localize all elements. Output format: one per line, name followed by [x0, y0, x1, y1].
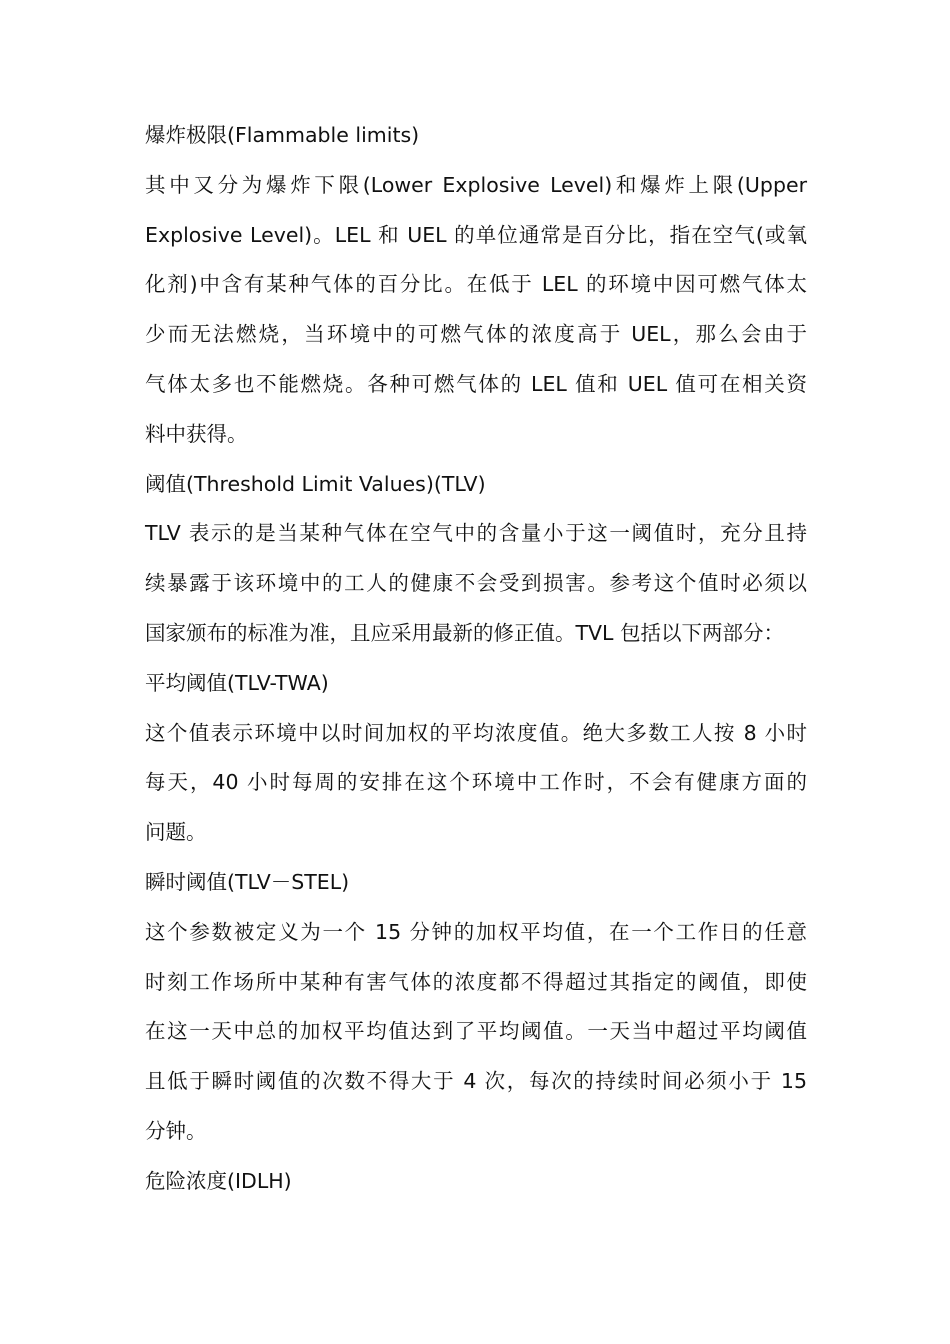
paragraph-line: 在这一天中总的加权平均值达到了平均阈值。一天当中超过平均阈值 [145, 1019, 807, 1044]
section-heading [145, 659, 807, 709]
paragraph-line: 这个值表示环境中以时间加权的平均浓度值。绝大多数工人按 8 小时 [145, 720, 807, 745]
section-heading [145, 1157, 807, 1207]
heading-text: 阈值(Threshold Limit Values)(TLV) [145, 471, 486, 496]
paragraph-line: 问题。 [145, 820, 207, 845]
paragraph-line: 其中又分为爆炸下限(Lower Explosive Level)和爆炸上限(Upper [145, 172, 807, 197]
paragraph-line: 时刻工作场所中某种有害气体的浓度都不得超过其指定的阈值，即使 [145, 969, 807, 994]
paragraph-line: 分钟。 [145, 1118, 207, 1143]
paragraph [145, 161, 807, 460]
heading-text: 危险浓度(IDLH) [145, 1168, 292, 1193]
paragraph-line: 这个参数被定义为一个 15 分钟的加权平均值，在一个工作日的任意 [145, 919, 807, 944]
paragraph-line: 气体太多也不能燃烧。各种可燃气体的 LEL 值和 UEL 值可在相关资 [145, 371, 807, 396]
section-heading [145, 858, 807, 908]
paragraph-line: TLV 表示的是当某种气体在空气中的含量小于这一阈值时，充分且持 [145, 521, 807, 546]
heading-text: 瞬时阈值(TLV－STEL) [145, 869, 350, 894]
document-body [145, 111, 807, 1207]
section-heading [145, 111, 807, 161]
section-heading [145, 460, 807, 510]
paragraph [145, 509, 807, 658]
paragraph-line: 料中获得。 [145, 421, 248, 446]
heading-text: 平均阈值(TLV-TWA) [145, 670, 329, 695]
paragraph-line: 少而无法燃烧，当环境中的可燃气体的浓度高于 UEL，那么会由于 [145, 322, 807, 347]
paragraph [145, 908, 807, 1157]
paragraph-line: 国家颁布的标准为准，且应采用最新的修正值。TVL 包括以下两部分： [145, 620, 784, 645]
paragraph-line: 化剂)中含有某种气体的百分比。在低于 LEL 的环境中因可燃气体太 [145, 272, 807, 297]
paragraph-line: Explosive Level)。LEL 和 UEL 的单位通常是百分比，指在空气(或氧 [145, 222, 807, 247]
paragraph [145, 709, 807, 858]
paragraph-line: 每天，40 小时每周的安排在这个环境中工作时，不会有健康方面的 [145, 770, 807, 795]
heading-text: 爆炸极限(Flammable limits) [145, 123, 420, 147]
paragraph-line: 且低于瞬时阈值的次数不得大于 4 次，每次的持续时间必须小于 15 [145, 1069, 807, 1094]
paragraph-line: 续暴露于该环境中的工人的健康不会受到损害。参考这个值时必须以 [145, 571, 807, 596]
